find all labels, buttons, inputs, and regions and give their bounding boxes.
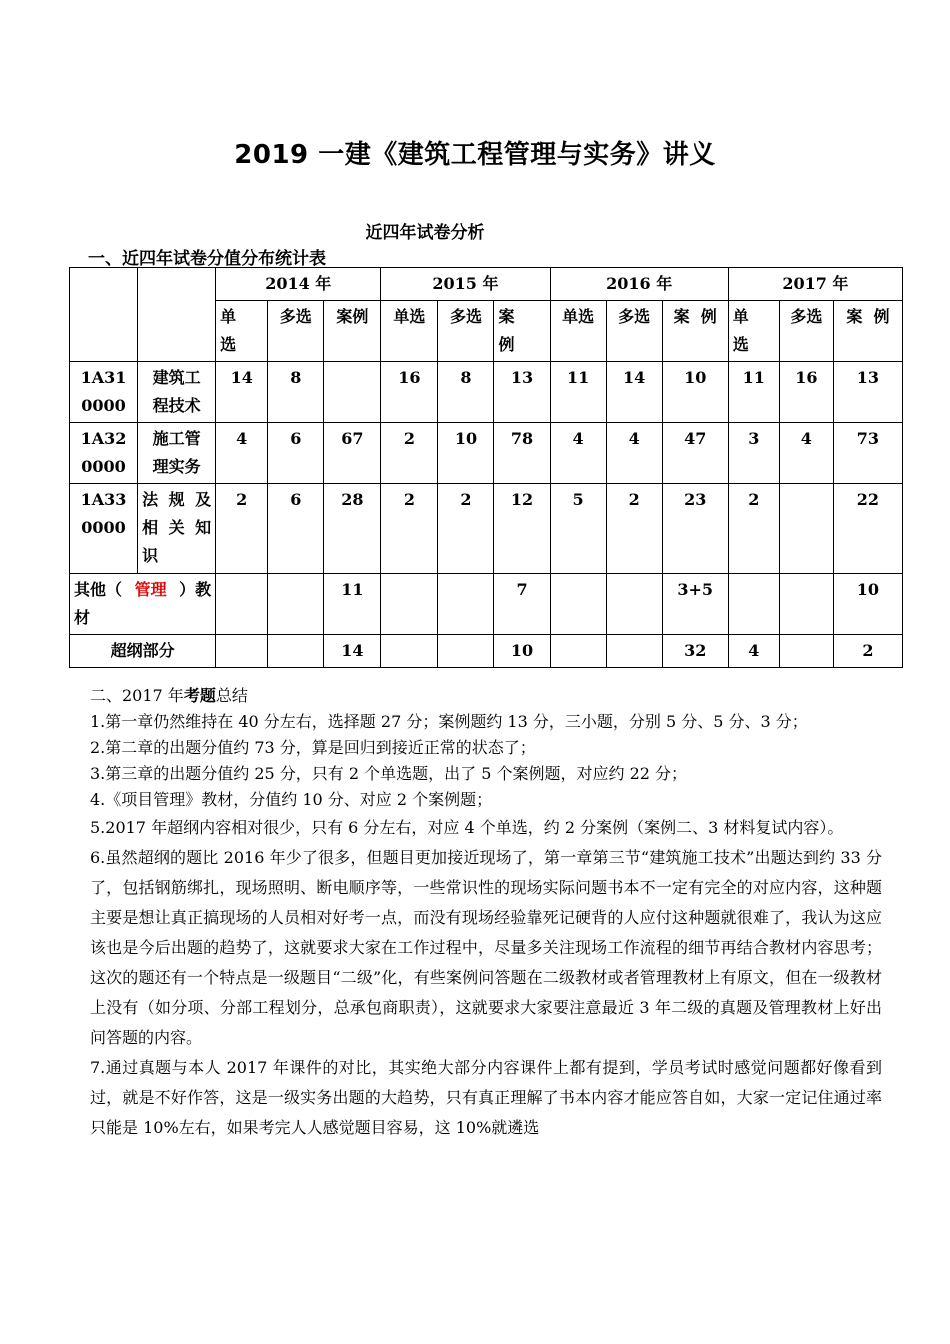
summary-heading bbox=[90, 683, 882, 709]
score-cell: 12 bbox=[494, 484, 550, 574]
section-heading-1: 一、近四年试卷分值分布统计表 bbox=[88, 249, 326, 269]
score-cell bbox=[268, 635, 324, 668]
score-cell: 3+5 bbox=[662, 574, 728, 635]
chapter-name-line: 相关知 bbox=[142, 518, 212, 537]
type-header: 多选 bbox=[268, 301, 324, 362]
year-header: 2015 年 bbox=[381, 268, 550, 301]
type-header: 多选 bbox=[438, 301, 494, 362]
score-cell bbox=[216, 574, 268, 635]
score-cell: 47 bbox=[662, 423, 728, 484]
chapter-code: 1A31 0000 bbox=[70, 362, 138, 423]
score-cell: 5 bbox=[550, 484, 606, 574]
score-cell bbox=[728, 574, 779, 635]
exceed-syllabus-label: 超纲部分 bbox=[70, 635, 216, 668]
score-cell: 7 bbox=[494, 574, 550, 635]
other-label-line bbox=[74, 576, 211, 604]
score-cell: 16 bbox=[381, 362, 438, 423]
score-cell: 2 bbox=[833, 635, 902, 668]
type-header: 单 选 bbox=[216, 301, 268, 362]
score-cell: 3 bbox=[728, 423, 779, 484]
chapter-name-line: 法规及 bbox=[142, 490, 212, 509]
score-cell: 8 bbox=[438, 362, 494, 423]
type-header: 单选 bbox=[381, 301, 438, 362]
type-header: 多选 bbox=[779, 301, 833, 362]
score-cell: 10 bbox=[494, 635, 550, 668]
type-header: 案例 bbox=[324, 301, 381, 362]
score-cell: 2 bbox=[728, 484, 779, 574]
other-label-line2: 材 bbox=[74, 608, 91, 627]
score-cell: 6 bbox=[268, 423, 324, 484]
summary-item: 7.通过真题与本人 2017 年课件的对比，其实绝大部分内容课件上都有提到，学员考试时感觉问题都好像看到过，就是不好作答，这是一级实务出题的大趋势，只有真正理解了书本内容才能应答自如，大家一定记住通过率只能是 10%左右，如果考完人人感觉题目容易，这 10%就遴选 bbox=[90, 1058, 882, 1137]
score-cell: 14 bbox=[324, 635, 381, 668]
score-cell: 10 bbox=[438, 423, 494, 484]
summary-item: 4.《项目管理》教材，分值约 10 分、对应 2 个案例题； bbox=[90, 790, 493, 809]
score-cell bbox=[779, 484, 833, 574]
chapter-name: 施工管 理实务 bbox=[138, 423, 216, 484]
management-highlight: 管理 bbox=[134, 580, 167, 599]
summary-item: 1.第一章仍然维持在 40 分左右，选择题 27 分；案例题约 13 分，三小题，分别 5 分、5 分、3 分； bbox=[90, 712, 808, 731]
chapter-code: 1A32 0000 bbox=[70, 423, 138, 484]
summary-section bbox=[90, 683, 882, 1143]
table-row bbox=[70, 423, 903, 484]
score-cell: 11 bbox=[728, 362, 779, 423]
table-row bbox=[70, 362, 903, 423]
other-label-prefix: 其他（ bbox=[74, 580, 123, 599]
score-cell bbox=[216, 635, 268, 668]
chapter-name-line: 识 bbox=[142, 546, 159, 565]
other-textbook-label bbox=[70, 574, 216, 635]
score-cell: 2 bbox=[381, 423, 438, 484]
score-cell: 2 bbox=[381, 484, 438, 574]
score-cell: 6 bbox=[268, 484, 324, 574]
score-cell: 78 bbox=[494, 423, 550, 484]
score-cell: 10 bbox=[833, 574, 902, 635]
summary-item: 2.第二章的出题分值约 73 分，算是回归到接近正常的状态了； bbox=[90, 738, 536, 757]
score-cell: 4 bbox=[779, 423, 833, 484]
score-cell bbox=[606, 574, 662, 635]
score-cell: 32 bbox=[662, 635, 728, 668]
score-cell: 4 bbox=[216, 423, 268, 484]
score-cell: 28 bbox=[324, 484, 381, 574]
score-distribution-table bbox=[69, 267, 903, 668]
score-cell bbox=[381, 635, 438, 668]
table-subtitle: 近四年试卷分析 bbox=[365, 223, 485, 243]
score-cell bbox=[381, 574, 438, 635]
score-cell: 2 bbox=[438, 484, 494, 574]
score-cell: 14 bbox=[606, 362, 662, 423]
summary-item: 6.虽然超纲的题比 2016 年少了很多，但题目更加接近现场了，第一章第三节“建筑施工技术”出题达到约 33 分了，包括钢筋绑扎，现场照明、断电顺序等，一些常识性的现场实际问题书本不一定有完全的对应内容，这种题主要是想让真正搞现场的人员相对好考一点，而没有现场经验靠死记硬背的人应付这种题就很难了，我认为这应该也是今后出题的趋势了，这就要求大家在工作过程中，尽量多关注现场工作流程的细节再结合教材内容思考；这次的题还有一个特点是一级题目“二级”化，有些案例问答题在二级教材或者管理教材上有原文，但在一级教材上没有（如分项、分部工程划分，总承包商职责），这就要求大家要注意最近 3 年二级的真题及管理教材上好出问答题的内容。 bbox=[90, 848, 882, 1047]
score-cell bbox=[268, 574, 324, 635]
score-cell: 67 bbox=[324, 423, 381, 484]
score-cell: 73 bbox=[833, 423, 902, 484]
score-cell bbox=[550, 574, 606, 635]
corner-cell bbox=[70, 268, 138, 362]
score-cell: 4 bbox=[606, 423, 662, 484]
summary-heading-bold: 考题 bbox=[183, 686, 216, 705]
score-cell: 11 bbox=[324, 574, 381, 635]
score-cell: 23 bbox=[662, 484, 728, 574]
type-header: 案 例 bbox=[833, 301, 902, 362]
year-header: 2014 年 bbox=[216, 268, 381, 301]
type-header: 案 例 bbox=[662, 301, 728, 362]
score-cell: 2 bbox=[606, 484, 662, 574]
type-header: 单 选 bbox=[728, 301, 779, 362]
score-cell: 16 bbox=[779, 362, 833, 423]
chapter-name bbox=[138, 484, 216, 574]
summary-heading-prefix: 二、2017 年 bbox=[90, 686, 184, 705]
score-cell: 22 bbox=[833, 484, 902, 574]
score-cell: 8 bbox=[268, 362, 324, 423]
score-cell: 4 bbox=[728, 635, 779, 668]
type-header: 单选 bbox=[550, 301, 606, 362]
score-cell: 10 bbox=[662, 362, 728, 423]
score-cell: 13 bbox=[833, 362, 902, 423]
score-cell bbox=[438, 574, 494, 635]
score-cell: 2 bbox=[216, 484, 268, 574]
year-header: 2017 年 bbox=[728, 268, 902, 301]
other-label-suffix: ）教 bbox=[179, 580, 212, 599]
type-header: 案 例 bbox=[494, 301, 550, 362]
chapter-code: 1A33 0000 bbox=[70, 484, 138, 574]
corner-cell bbox=[138, 268, 216, 362]
year-header: 2016 年 bbox=[550, 268, 728, 301]
summary-item: 3.第三章的出题分值约 25 分，只有 2 个单选题，出了 5 个案例题，对应约 22 分； bbox=[90, 764, 688, 783]
summary-item: 5.2017 年超纲内容相对很少，只有 6 分左右，对应 4 个单选，约 2 分案例（案例二、3 材料复试内容）。 bbox=[90, 818, 844, 837]
score-cell: 14 bbox=[216, 362, 268, 423]
score-cell bbox=[324, 362, 381, 423]
score-cell: 4 bbox=[550, 423, 606, 484]
table-row bbox=[70, 574, 903, 635]
year-header-row bbox=[70, 268, 903, 301]
score-cell bbox=[779, 635, 833, 668]
table-row bbox=[70, 484, 903, 574]
score-cell bbox=[779, 574, 833, 635]
score-cell bbox=[438, 635, 494, 668]
page-title: 2019 一建《建筑工程管理与实务》讲义 bbox=[234, 140, 716, 170]
chapter-name: 建筑工 程技术 bbox=[138, 362, 216, 423]
summary-heading-suffix: 总结 bbox=[215, 686, 248, 705]
type-header: 多选 bbox=[606, 301, 662, 362]
table-row bbox=[70, 635, 903, 668]
score-cell: 13 bbox=[494, 362, 550, 423]
score-cell bbox=[606, 635, 662, 668]
score-cell bbox=[550, 635, 606, 668]
score-cell: 11 bbox=[550, 362, 606, 423]
